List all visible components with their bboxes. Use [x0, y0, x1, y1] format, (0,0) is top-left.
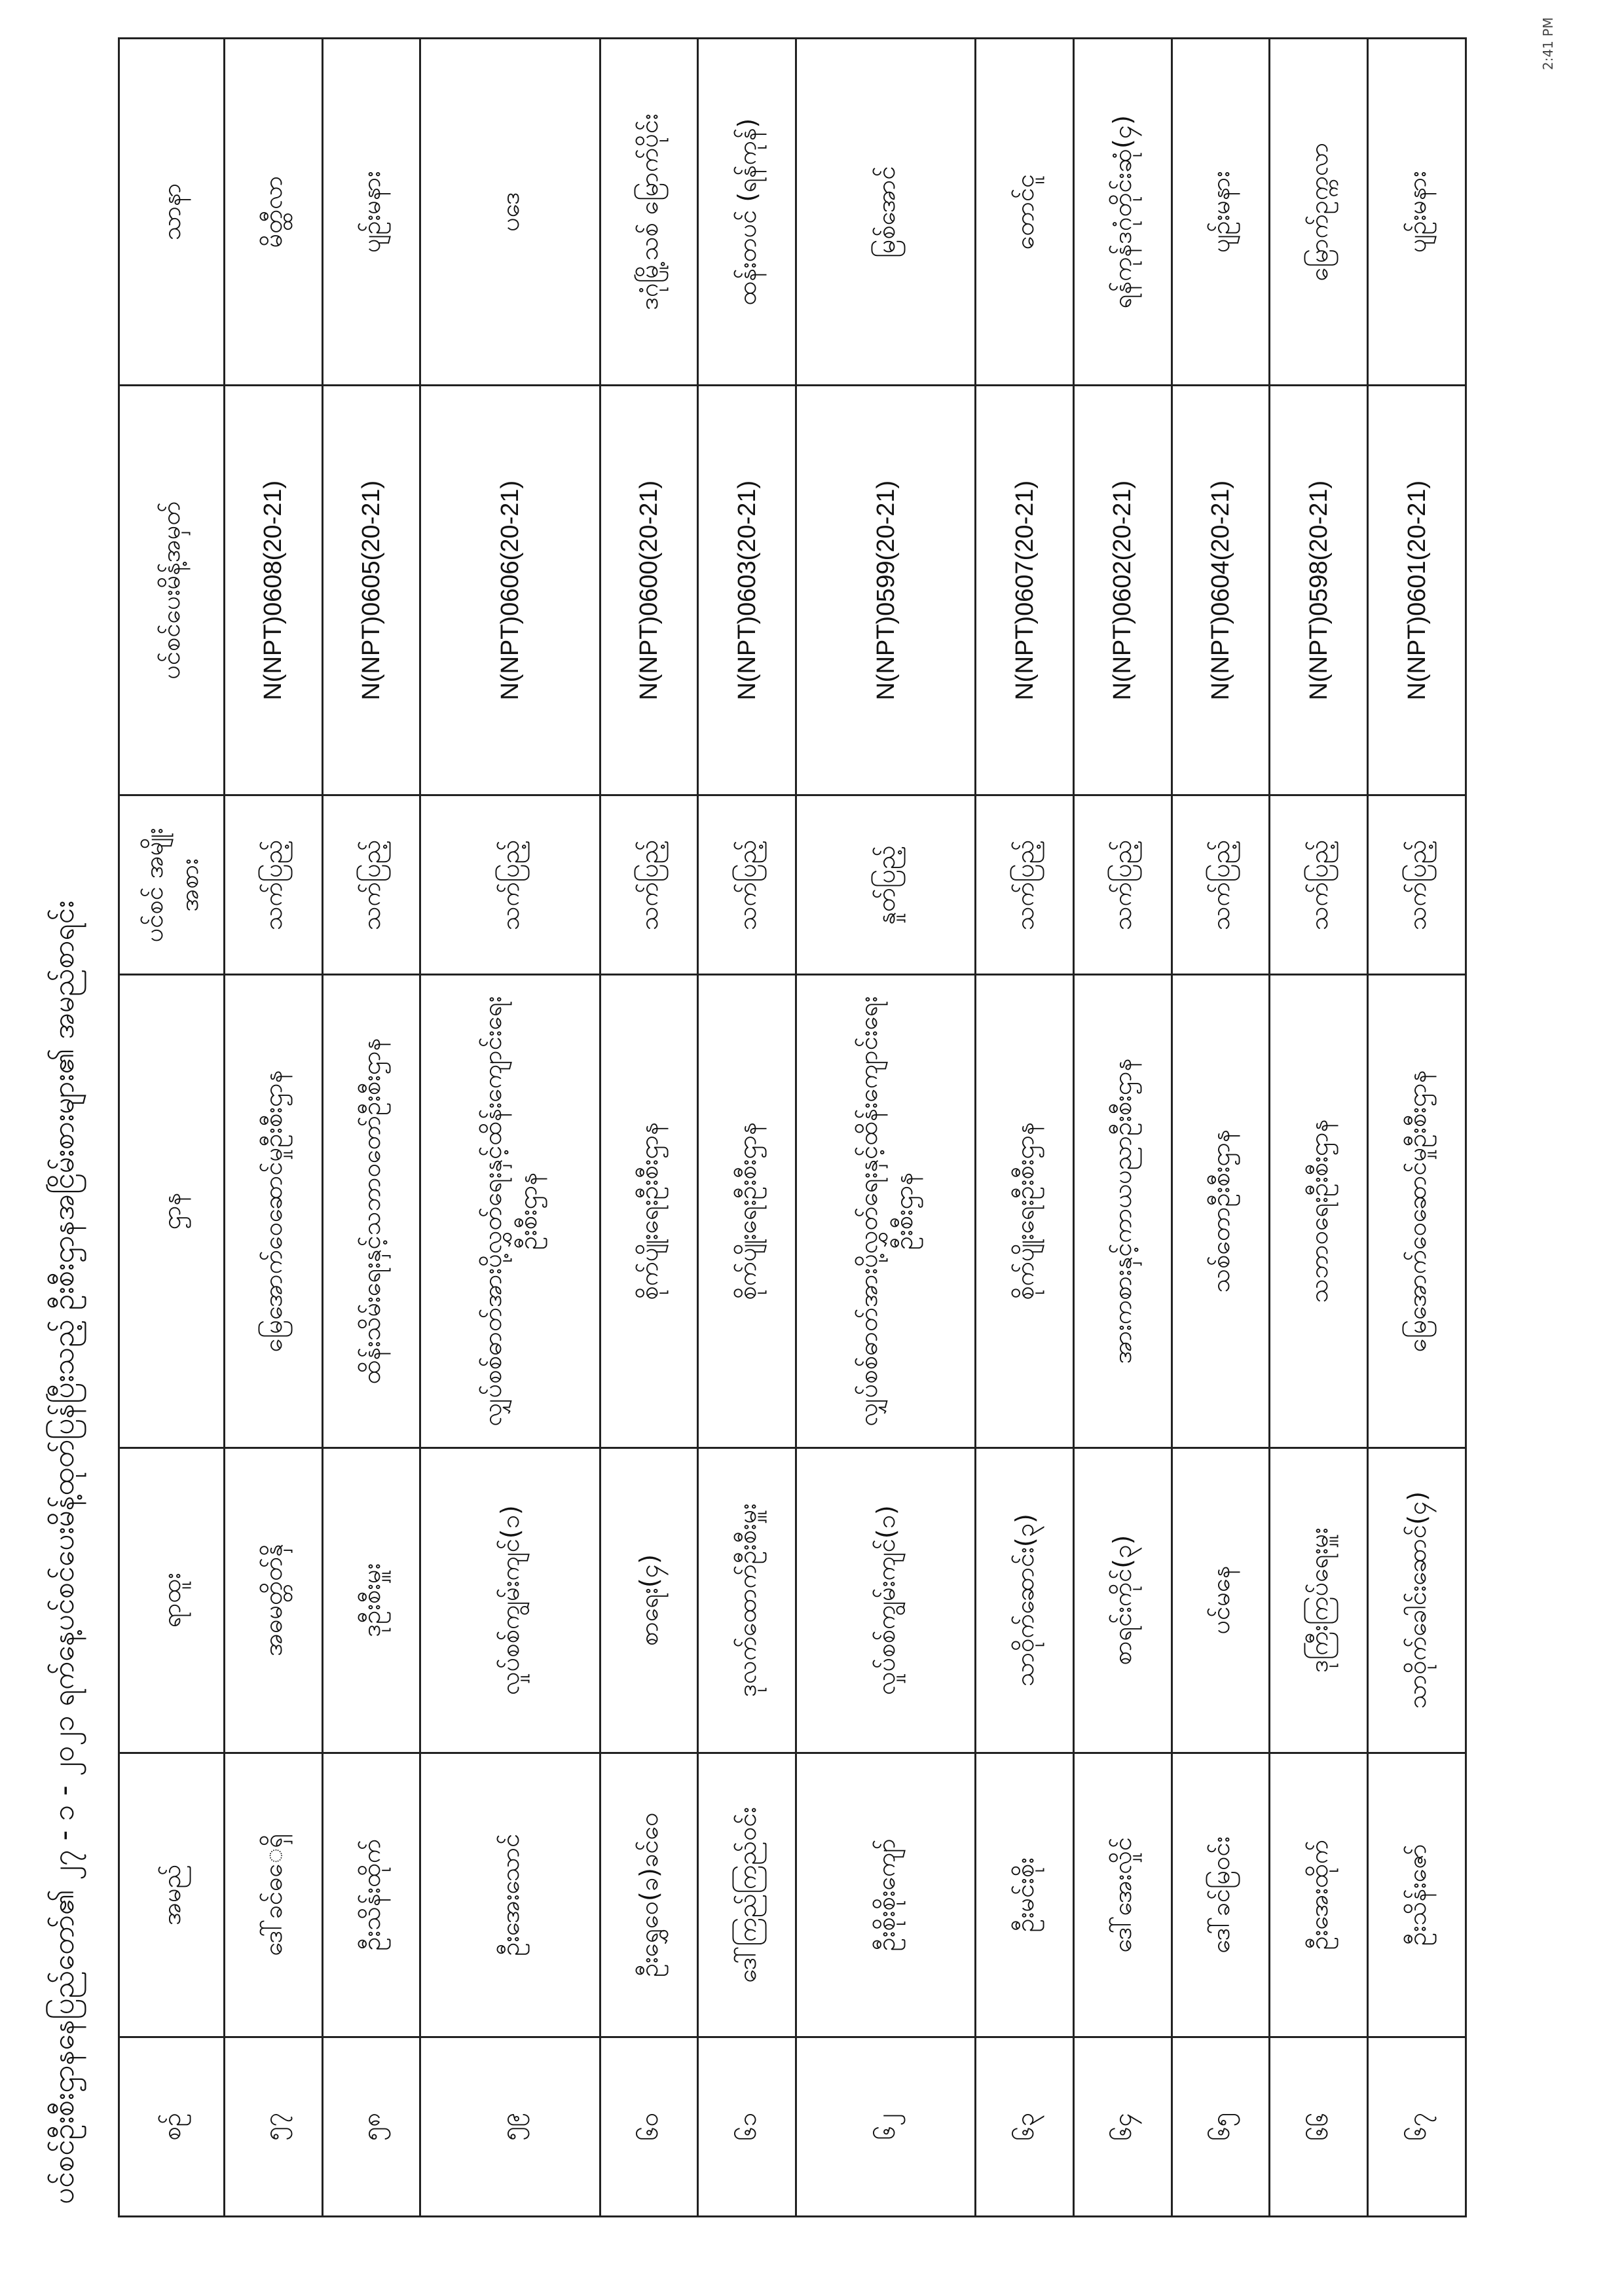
row-position: စာရေး(၄) — [600, 1448, 698, 1753]
row-department: စိုက်ပျိုးရေးဦးစီးဌာန — [600, 975, 698, 1448]
table-row — [322, 39, 420, 2217]
document-title: ပင်စင်ဦးစီးဌာနနေပြည်တော်၏ ၂၇ - ၁ - ၂၀၂၁ ရက်နေ့ပင်စင်ပေးမိန့်ထုတ်ပြန်ပြီးသည့် ဦးစီးဌာနအငြိမ်းစားများ၏ အမည်စာရင်း — [47, 900, 81, 2204]
header-township: သာနာ — [119, 39, 225, 386]
row-license: N(NPT)0602(20-21) — [1073, 386, 1172, 795]
row-license: N(NPT)0606(20-21) — [420, 386, 600, 795]
row-name: ဒေါ်အေးလှိုင် — [1073, 1753, 1172, 2037]
table-row — [796, 39, 976, 2217]
row-no: ၆၂ — [796, 2037, 976, 2216]
row-no: ၆၁ — [698, 2037, 796, 2216]
row-department: သဘာဝရေးဦးစီးဌာန — [1270, 975, 1368, 1448]
row-no: ၆၅ — [1172, 2037, 1270, 2216]
row-township: မြောက်ဥက္ကလာ — [1270, 39, 1368, 386]
row-pension-type: သက်ပြည့် — [698, 795, 796, 975]
row-no: ၆၇ — [1368, 2037, 1466, 2216]
header-no: စဥ် — [119, 2037, 225, 2216]
row-name: ဒေါ်ခင်ဓ‌ေရှိ — [225, 1753, 323, 2037]
row-name: ဦးသိန်းထိုက် — [322, 1753, 420, 2037]
table-row — [1270, 39, 1368, 2217]
row-position: သာဝိုက်ခေါင်းဆောင်(၄) — [1368, 1448, 1466, 1753]
row-license: N(NPT)0600(20-21) — [600, 386, 698, 795]
row-license: N(NPT)0601(20-21) — [1368, 386, 1466, 795]
row-position: ဒုလက်ထောက်ဦးစီးမှူး — [698, 1448, 796, 1753]
row-name: ဦးအေးထိုက် — [1270, 1753, 1368, 2037]
table-row — [1073, 39, 1172, 2217]
header-pension-type: ပင်စင် အမျိုးအစား — [119, 795, 225, 975]
row-pension-type: သက်ပြည့် — [976, 795, 1074, 975]
row-township: ပျဉ်းမနား — [1172, 39, 1270, 386]
row-position: အဓမတ္တိတ်နှိ — [225, 1448, 323, 1753]
table-row — [1368, 39, 1466, 2217]
row-name: ဦးအေးသောင် — [420, 1753, 600, 2037]
row-name: ဦးမင်းစိုး — [976, 1753, 1074, 2037]
row-township: ပျဉ်းမနား — [1368, 39, 1466, 386]
row-township: ရန်ကုန်ဒဂုံတိုင်းဆုံ(၄) — [1073, 39, 1172, 386]
row-township: ထန်းတပင် (ရန်ကုန်) — [698, 39, 796, 386]
row-pension-type: သက်ပြည့် — [1368, 795, 1466, 975]
row-no: ၆၄ — [1073, 2037, 1172, 2216]
row-position: ပင်မနေ — [1172, 1448, 1270, 1753]
row-license: N(NPT)0604(20-21) — [1172, 386, 1270, 795]
table-row — [976, 39, 1074, 2217]
row-township: မြစ်အောင် — [796, 39, 976, 386]
row-township: ပျဉ်းမနား — [322, 39, 420, 386]
row-license: N(NPT)0598(20-21) — [1270, 386, 1368, 795]
row-township: ပဒေ — [420, 39, 600, 386]
pension-table — [118, 37, 1467, 2217]
row-township: တောင်ငူ — [976, 39, 1074, 386]
row-name: ဒေါ်ကြည်ကြည်ဝင်း — [698, 1753, 796, 2037]
row-no: ၆၃ — [976, 2037, 1074, 2216]
row-township: မိတ္ထီလာ — [225, 39, 323, 386]
row-department: လျှပ်စစ်ဓာတ်အားပို့လွှတ်ရေးနှင့်ထိန်းကျောင်းရေးဦးစီးဌာန — [796, 975, 976, 1448]
row-department: လျှပ်စစ်ဓာတ်အားပို့လွှတ်ရေးနှင့်ထိန်းကျောင်းရေးဦးစီးဌာန — [420, 975, 600, 1448]
row-name: ဦးသိန်းဇော် — [1368, 1753, 1466, 2037]
table-row — [1172, 39, 1270, 2217]
row-pension-type: သက်ပြည့် — [600, 795, 698, 975]
row-position: ဒုကြီးကြပ်ရေးမှူး — [1270, 1448, 1368, 1753]
header-license: ပင်စင်ပေးမိန့်အမှတ် — [119, 386, 225, 795]
row-pension-type: နှုတ်ပြည့် — [796, 795, 976, 975]
header-row — [119, 39, 225, 2217]
row-license: N(NPT)0608(20-21) — [225, 386, 323, 795]
row-no: ၅၇ — [225, 2037, 323, 2216]
row-pension-type: သက်ပြည့် — [225, 795, 323, 975]
row-position: စာရင်းကိုင်(၃) — [1073, 1448, 1172, 1753]
row-no: ၅၉ — [420, 2037, 600, 2216]
row-position: ဒုဦးစီးမှူး — [322, 1448, 420, 1753]
row-no: ၅၈ — [322, 2037, 420, 2216]
row-department: ထိန်းသိမ်းရေးနှင့်သဘာဝတော်ဦးစီးဌာန — [322, 975, 420, 1448]
row-license: N(NPT)0599(20-21) — [796, 386, 976, 795]
row-department: မြေအောက်ဝေဆောင်မှုဦးစီးဌာန — [225, 975, 323, 1448]
row-name: ဦးရွှေဝေ(ခ)ခင်ဝေ — [600, 1753, 698, 2037]
header-department: ဌာန — [119, 975, 225, 1448]
table-row — [225, 39, 323, 2217]
row-department: အားကစားနှင့်ကာယပညာဦးစီးဌာန — [1073, 975, 1172, 1448]
row-license: N(NPT)0605(20-21) — [322, 386, 420, 795]
row-no: ၆၆ — [1270, 2037, 1368, 2216]
row-department: သစ်တောဦးစီးဌာန — [1172, 975, 1270, 1448]
row-department: စိုက်ပျိုးရေးဦးစီးဌာန — [976, 975, 1074, 1448]
table-row — [420, 39, 600, 2217]
row-department: မြေအောက်ဝေဆောင်မှုဦးစီးဌာန — [1368, 975, 1466, 1448]
header-position: ရာထူး — [119, 1448, 225, 1753]
row-pension-type: သက်ပြည့် — [420, 795, 600, 975]
row-license: N(NPT)0603(20-21) — [698, 386, 796, 795]
row-license: N(NPT)0607(20-21) — [976, 386, 1074, 795]
row-name: ဒေါ်ခင်မြဝင်း — [1172, 1753, 1270, 2037]
row-department: စိုက်ပျိုးရေးဦးစီးဌာန — [698, 975, 796, 1448]
row-pension-type: သက်ပြည့် — [1073, 795, 1172, 975]
header-name: အမည် — [119, 1753, 225, 2037]
timestamp: 2:41 PM — [1540, 17, 1556, 70]
row-position: သာဝိုက်ဆောင်း(၃) — [976, 1448, 1074, 1753]
row-pension-type: သက်ပြည့် — [322, 795, 420, 975]
row-pension-type: သက်ပြည့် — [1270, 795, 1368, 975]
row-no: ၆၀ — [600, 2037, 698, 2216]
table-row — [600, 39, 698, 2217]
row-position: လှုပ်စစ်ကျွမ်းကျင်(၁) — [420, 1448, 600, 1753]
table-row — [698, 39, 796, 2217]
row-position: လှုပ်စစ်ကျွမ်းကျင်(၁) — [796, 1448, 976, 1753]
row-township: ဒဂုံမြို့သစ် မြောက်ပိုင်း — [600, 39, 698, 386]
row-name: ဦးစိုးစိုးကျော် — [796, 1753, 976, 2037]
row-pension-type: သက်ပြည့် — [1172, 795, 1270, 975]
